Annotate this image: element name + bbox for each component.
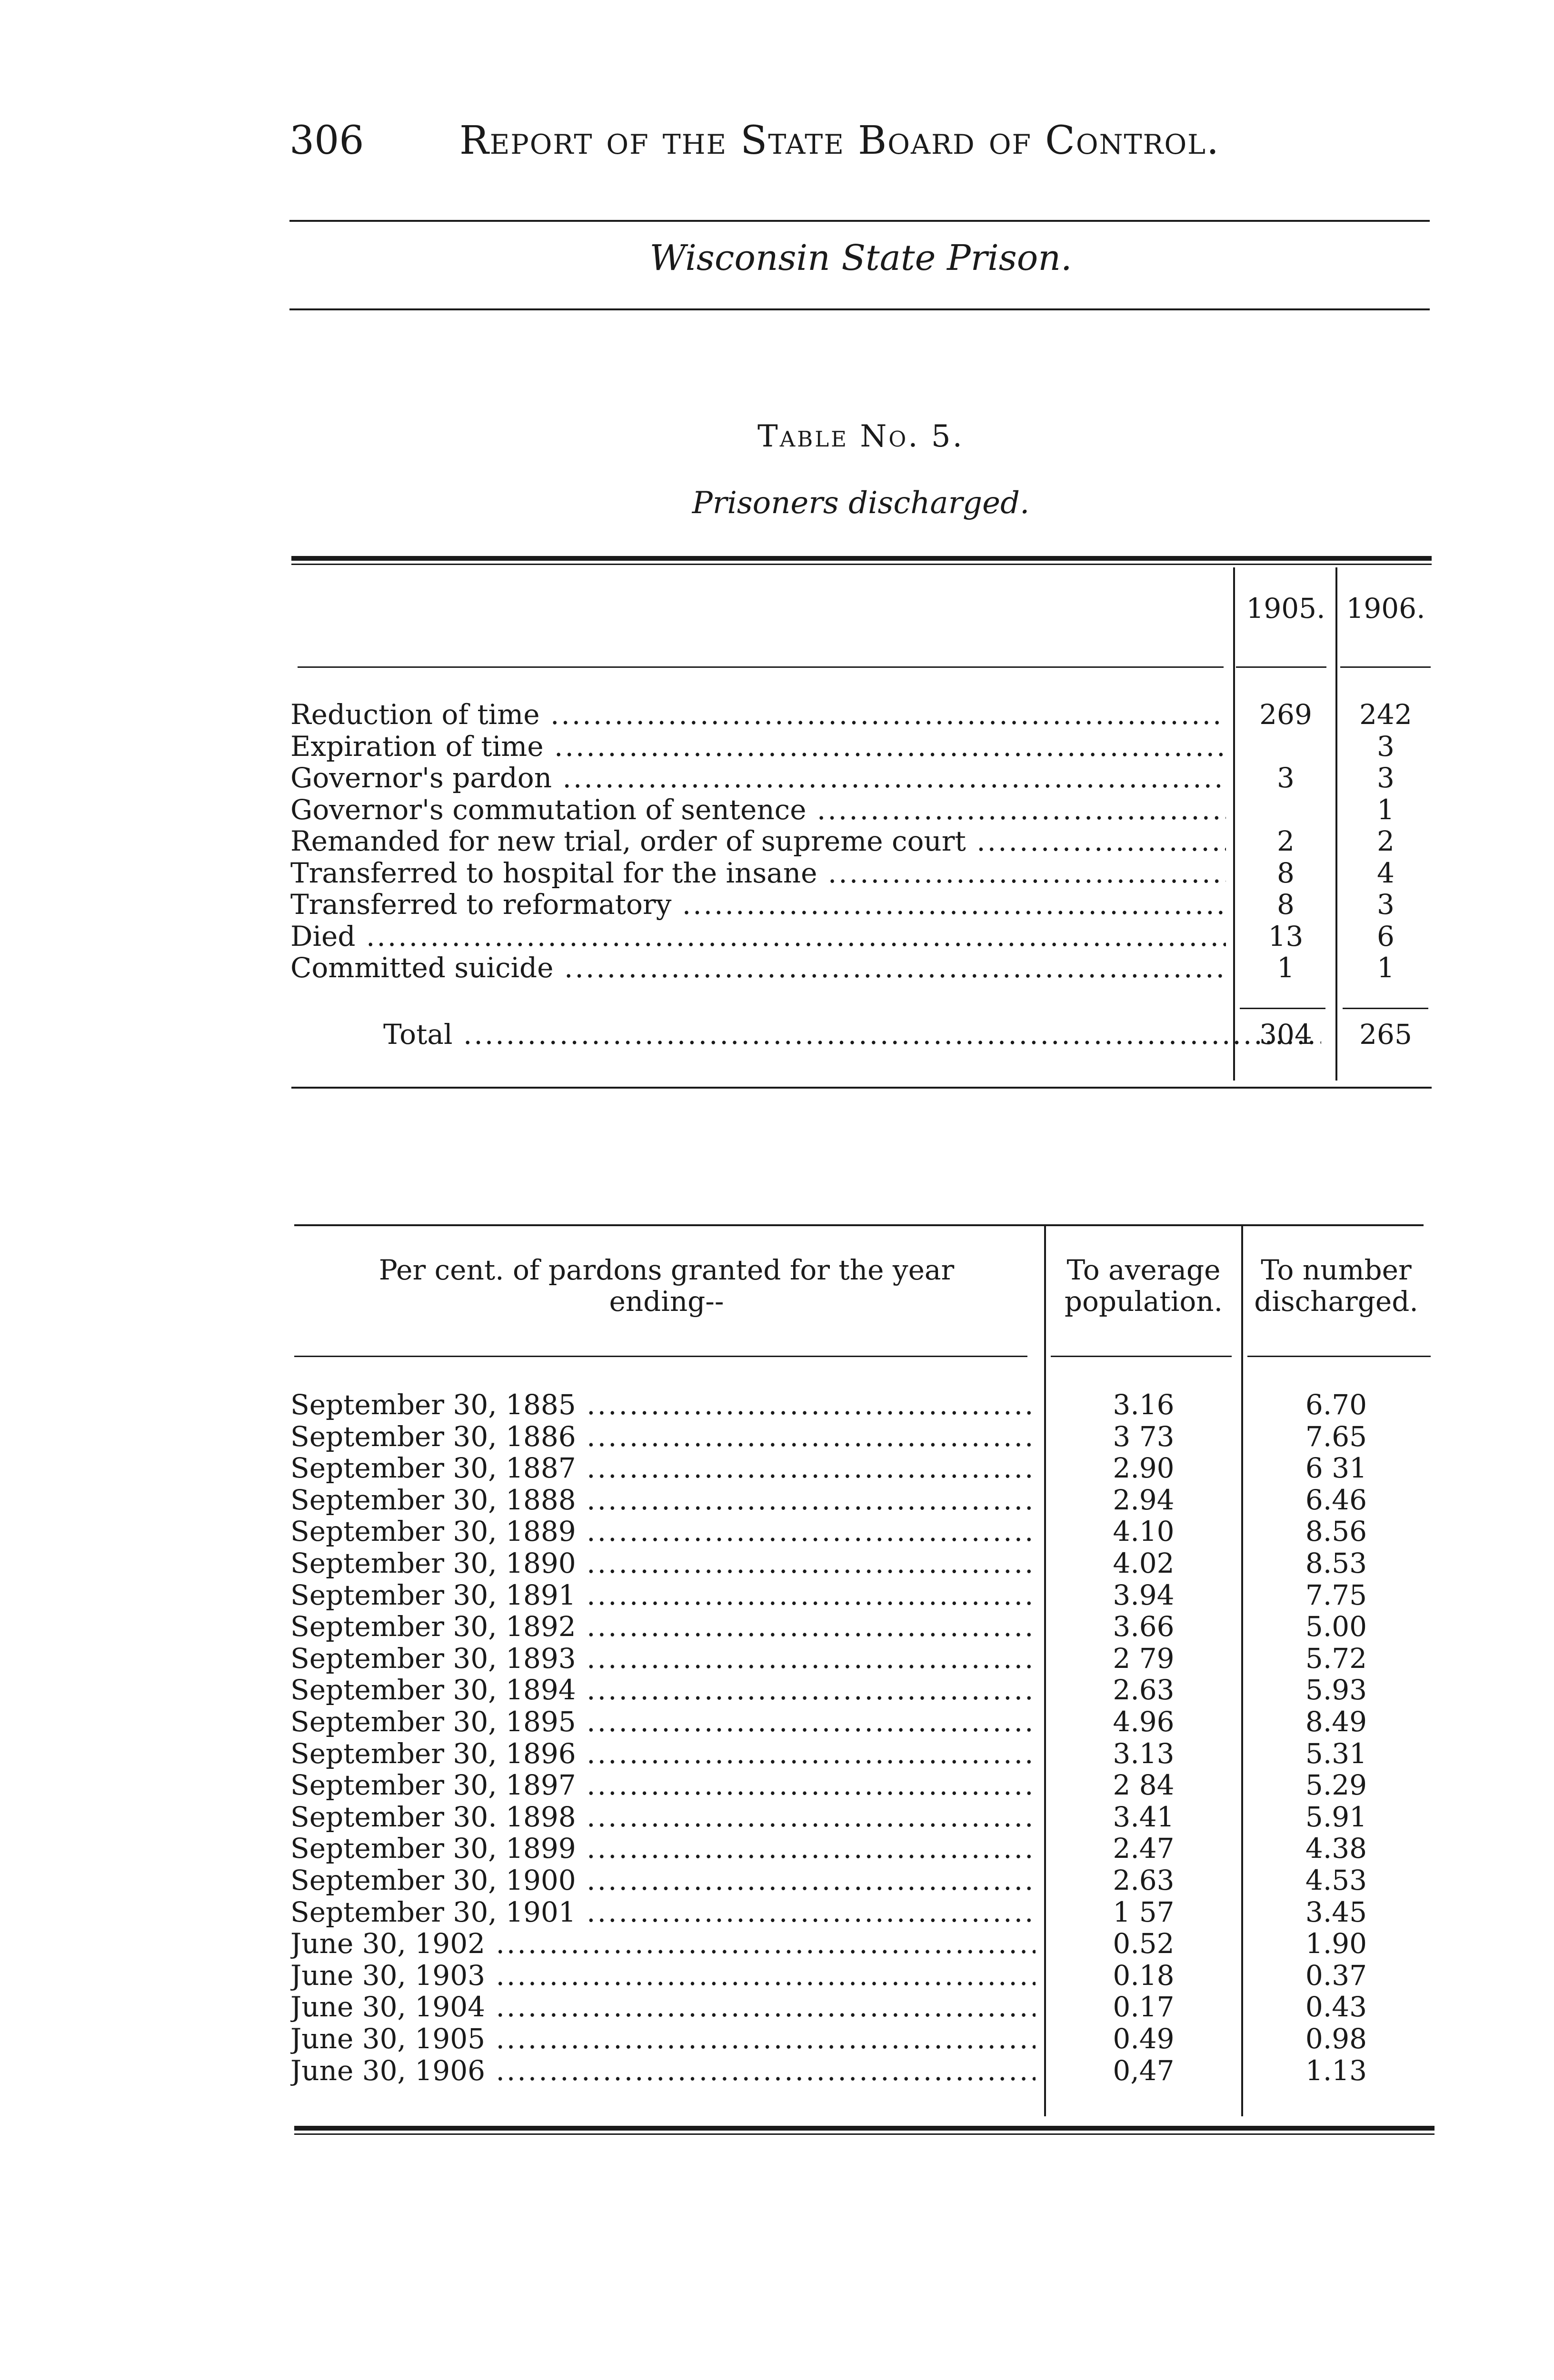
pardons-row bbox=[290, 1801, 1433, 1833]
value-1906: 3 bbox=[1377, 730, 1395, 763]
value-1905: 3 bbox=[1277, 762, 1295, 794]
year-ending: September 30, 1900 ..... bbox=[290, 1864, 1036, 1896]
discharge-row bbox=[290, 699, 1433, 730]
pardons-row bbox=[290, 1928, 1433, 1959]
value-1906: 3 bbox=[1377, 762, 1395, 794]
header-rule-bottom bbox=[289, 308, 1430, 310]
year-ending: September 30, 1886 ..... bbox=[290, 1421, 1036, 1452]
percent-number-discharged: 1.90 bbox=[1305, 1927, 1367, 1960]
discharge-reason: Expiration of time ..... bbox=[290, 731, 1226, 762]
percent-average-population: 3.16 bbox=[1113, 1388, 1175, 1421]
discharge-row bbox=[290, 825, 1433, 857]
pardons-row bbox=[290, 1896, 1433, 1928]
year-ending: September 30, 1897 ..... bbox=[290, 1769, 1036, 1801]
percent-average-population: 2 84 bbox=[1113, 1769, 1175, 1802]
percent-number-discharged: 8.53 bbox=[1305, 1547, 1367, 1579]
discharge-row bbox=[290, 762, 1433, 793]
pardons-row bbox=[290, 1991, 1433, 2023]
percent-number-discharged: 6.70 bbox=[1305, 1388, 1367, 1421]
table-subtitle: Prisoners discharged. bbox=[692, 486, 1030, 521]
pardons-row bbox=[290, 1864, 1433, 1896]
percent-number-discharged: 7.75 bbox=[1305, 1578, 1367, 1611]
pardons-row bbox=[290, 1769, 1433, 1801]
total-overline bbox=[1343, 1008, 1428, 1009]
pardons-bottom-rule-thin bbox=[294, 2133, 1434, 2135]
value-1906: 6 bbox=[1377, 920, 1395, 952]
pardons-row bbox=[290, 1960, 1433, 1991]
discharge-reason: Transferred to hospital for the insane ..... bbox=[290, 857, 1226, 889]
year-ending: June 30, 1905 ..... bbox=[290, 2023, 1036, 2054]
percent-number-discharged: 4.53 bbox=[1305, 1864, 1367, 1896]
pardons-row bbox=[290, 1547, 1433, 1579]
running-title: Report of the State Board of Control. bbox=[459, 118, 1220, 163]
pardons-row bbox=[290, 1611, 1433, 1642]
value-1905: 269 bbox=[1259, 698, 1312, 731]
year-ending: September 30, 1892 ..... bbox=[290, 1611, 1036, 1642]
percent-average-population: 2.63 bbox=[1113, 1864, 1175, 1896]
percent-number-discharged: 4.38 bbox=[1305, 1832, 1367, 1865]
year-ending: September 30, 1888 ..... bbox=[290, 1484, 1036, 1516]
percent-average-population: 0.17 bbox=[1113, 1991, 1175, 2023]
header-underline bbox=[298, 666, 1224, 668]
discharge-reason: Transferred to reformatory ..... bbox=[290, 889, 1226, 920]
percent-number-discharged: 6 31 bbox=[1305, 1452, 1367, 1485]
value-1906: 2 bbox=[1377, 825, 1395, 857]
year-ending: September 30, 1891 ..... bbox=[290, 1579, 1036, 1611]
value-1905: 8 bbox=[1277, 888, 1295, 921]
value-1906: 3 bbox=[1377, 888, 1395, 921]
discharge-reason: Remanded for new trial, order of supreme court ..... bbox=[290, 825, 1226, 857]
percent-average-population: 0,47 bbox=[1113, 2054, 1175, 2087]
value-1905: 8 bbox=[1277, 856, 1295, 889]
year-ending: September 30, 1894 ..... bbox=[290, 1674, 1036, 1706]
year-ending: June 30, 1904 ..... bbox=[290, 1991, 1036, 2023]
discharge-reason: Governor's pardon ..... bbox=[290, 762, 1226, 793]
percent-number-discharged: 6.46 bbox=[1305, 1483, 1367, 1516]
total-overline bbox=[1240, 1008, 1325, 1009]
year-ending: September 30, 1901 ..... bbox=[290, 1896, 1036, 1928]
pardons-row bbox=[290, 1516, 1433, 1547]
total-row bbox=[290, 1019, 1433, 1050]
percent-number-discharged: 0.98 bbox=[1305, 2023, 1367, 2055]
pardons-row bbox=[290, 2055, 1433, 2086]
percent-number-discharged: 7.65 bbox=[1305, 1420, 1367, 1453]
year-ending: September 30, 1895 ..... bbox=[290, 1706, 1036, 1737]
value-1906: 1 bbox=[1377, 793, 1395, 826]
value-1905: 2 bbox=[1277, 825, 1295, 857]
value-1906: 4 bbox=[1377, 856, 1395, 889]
percent-number-discharged: 5.29 bbox=[1305, 1769, 1367, 1802]
header-underline bbox=[294, 1356, 1027, 1357]
percent-average-population: 2.94 bbox=[1113, 1483, 1175, 1516]
value-1906: 1 bbox=[1377, 952, 1395, 984]
percent-number-discharged: 5.00 bbox=[1305, 1610, 1367, 1643]
table-top-rule bbox=[291, 556, 1432, 561]
discharge-reason: Governor's commutation of sentence ..... bbox=[290, 794, 1226, 825]
percent-average-population: 1 57 bbox=[1113, 1895, 1175, 1928]
percent-average-population: 2 79 bbox=[1113, 1642, 1175, 1675]
pardons-row bbox=[290, 1421, 1433, 1452]
percent-number-discharged: 8.49 bbox=[1305, 1706, 1367, 1738]
percent-number-discharged: 5.93 bbox=[1305, 1674, 1367, 1706]
percent-number-discharged: 5.31 bbox=[1305, 1737, 1367, 1770]
page-number: 306 bbox=[289, 118, 364, 163]
column-header-1906: 1906. bbox=[1346, 592, 1425, 625]
year-ending: June 30, 1906 ..... bbox=[290, 2055, 1036, 2086]
value-1905: 13 bbox=[1268, 920, 1304, 952]
discharge-reason: Committed suicide ..... bbox=[290, 952, 1226, 983]
percent-average-population: 0.52 bbox=[1113, 1927, 1175, 1960]
pardons-row bbox=[290, 1674, 1433, 1706]
header-underline bbox=[1247, 1356, 1431, 1357]
pardons-row bbox=[290, 1706, 1433, 1737]
year-ending: September 30, 1890 ..... bbox=[290, 1547, 1036, 1579]
section-title: Wisconsin State Prison. bbox=[649, 238, 1072, 278]
discharge-row bbox=[290, 889, 1433, 920]
total-1906: 265 bbox=[1359, 1018, 1412, 1051]
table-bottom-rule bbox=[291, 1087, 1432, 1089]
header-underline bbox=[1051, 1356, 1232, 1357]
pardons-row bbox=[290, 1643, 1433, 1674]
percent-number-discharged: 5.72 bbox=[1305, 1642, 1367, 1675]
pardons-bottom-rule bbox=[294, 2126, 1434, 2131]
discharge-row bbox=[290, 731, 1433, 762]
year-ending: September 30, 1899 ..... bbox=[290, 1833, 1036, 1864]
discharge-row bbox=[290, 794, 1433, 825]
percent-number-discharged: 0.37 bbox=[1305, 1959, 1367, 1992]
value-1905: 1 bbox=[1277, 952, 1295, 984]
value-1906: 242 bbox=[1359, 698, 1412, 731]
percent-average-population: 4.02 bbox=[1113, 1547, 1175, 1579]
year-ending: September 30, 1885 ..... bbox=[290, 1389, 1036, 1420]
percent-average-population: 3.13 bbox=[1113, 1737, 1175, 1770]
percent-average-population: 0.49 bbox=[1113, 2023, 1175, 2055]
percent-number-discharged: 8.56 bbox=[1305, 1515, 1367, 1548]
pardons-row bbox=[290, 1738, 1433, 1769]
percent-number-discharged: 5.91 bbox=[1305, 1800, 1367, 1833]
percent-average-population: 0.18 bbox=[1113, 1959, 1175, 1992]
percent-average-population: 3.66 bbox=[1113, 1610, 1175, 1643]
table-title: Table No. 5. bbox=[757, 419, 964, 454]
percent-average-population: 2.47 bbox=[1113, 1832, 1175, 1865]
pardons-row bbox=[290, 1579, 1433, 1611]
percent-average-population: 4.10 bbox=[1113, 1515, 1175, 1548]
percent-average-population: 4.96 bbox=[1113, 1706, 1175, 1738]
discharge-row bbox=[290, 952, 1433, 983]
header-underline bbox=[1236, 666, 1326, 668]
column-header-period: Per cent. of pardons granted for the year ending-- bbox=[379, 1254, 955, 1318]
percent-average-population: 3.41 bbox=[1113, 1800, 1175, 1833]
percent-average-population: 3.94 bbox=[1113, 1578, 1175, 1611]
year-ending: June 30, 1902 ..... bbox=[290, 1928, 1036, 1959]
percent-average-population: 2.90 bbox=[1113, 1452, 1175, 1485]
total-label: Total ..... bbox=[383, 1019, 1321, 1050]
column-header-1905: 1905. bbox=[1246, 592, 1325, 625]
pardons-row bbox=[290, 1833, 1433, 1864]
year-ending: June 30, 1903 ..... bbox=[290, 1960, 1036, 1991]
header-underline bbox=[1340, 666, 1431, 668]
pardons-top-rule bbox=[294, 1224, 1424, 1226]
discharge-reason: Reduction of time ..... bbox=[290, 699, 1226, 730]
discharge-reason: Died ..... bbox=[290, 921, 1226, 952]
column-header-average: To average population. bbox=[1064, 1254, 1223, 1318]
header-rule-top bbox=[289, 220, 1430, 222]
percent-number-discharged: 3.45 bbox=[1305, 1895, 1367, 1928]
year-ending: September 30, 1889 ..... bbox=[290, 1516, 1036, 1547]
table-top-rule-thin bbox=[291, 564, 1432, 565]
pardons-row bbox=[290, 1452, 1433, 1484]
year-ending: September 30, 1896 ..... bbox=[290, 1738, 1036, 1769]
pardons-row bbox=[290, 2023, 1433, 2054]
total-1905: 304 bbox=[1259, 1018, 1312, 1051]
percent-number-discharged: 1.13 bbox=[1305, 2054, 1367, 2087]
year-ending: September 30, 1893 ..... bbox=[290, 1643, 1036, 1674]
percent-number-discharged: 0.43 bbox=[1305, 1991, 1367, 2023]
discharge-row bbox=[290, 857, 1433, 889]
pardons-row bbox=[290, 1389, 1433, 1420]
year-ending: September 30. 1898 ..... bbox=[290, 1801, 1036, 1833]
year-ending: September 30, 1887 ..... bbox=[290, 1452, 1036, 1484]
discharge-row bbox=[290, 921, 1433, 952]
percent-average-population: 2.63 bbox=[1113, 1674, 1175, 1706]
pardons-row bbox=[290, 1484, 1433, 1516]
column-header-discharged: To number discharged. bbox=[1254, 1254, 1418, 1318]
percent-average-population: 3 73 bbox=[1113, 1420, 1175, 1453]
